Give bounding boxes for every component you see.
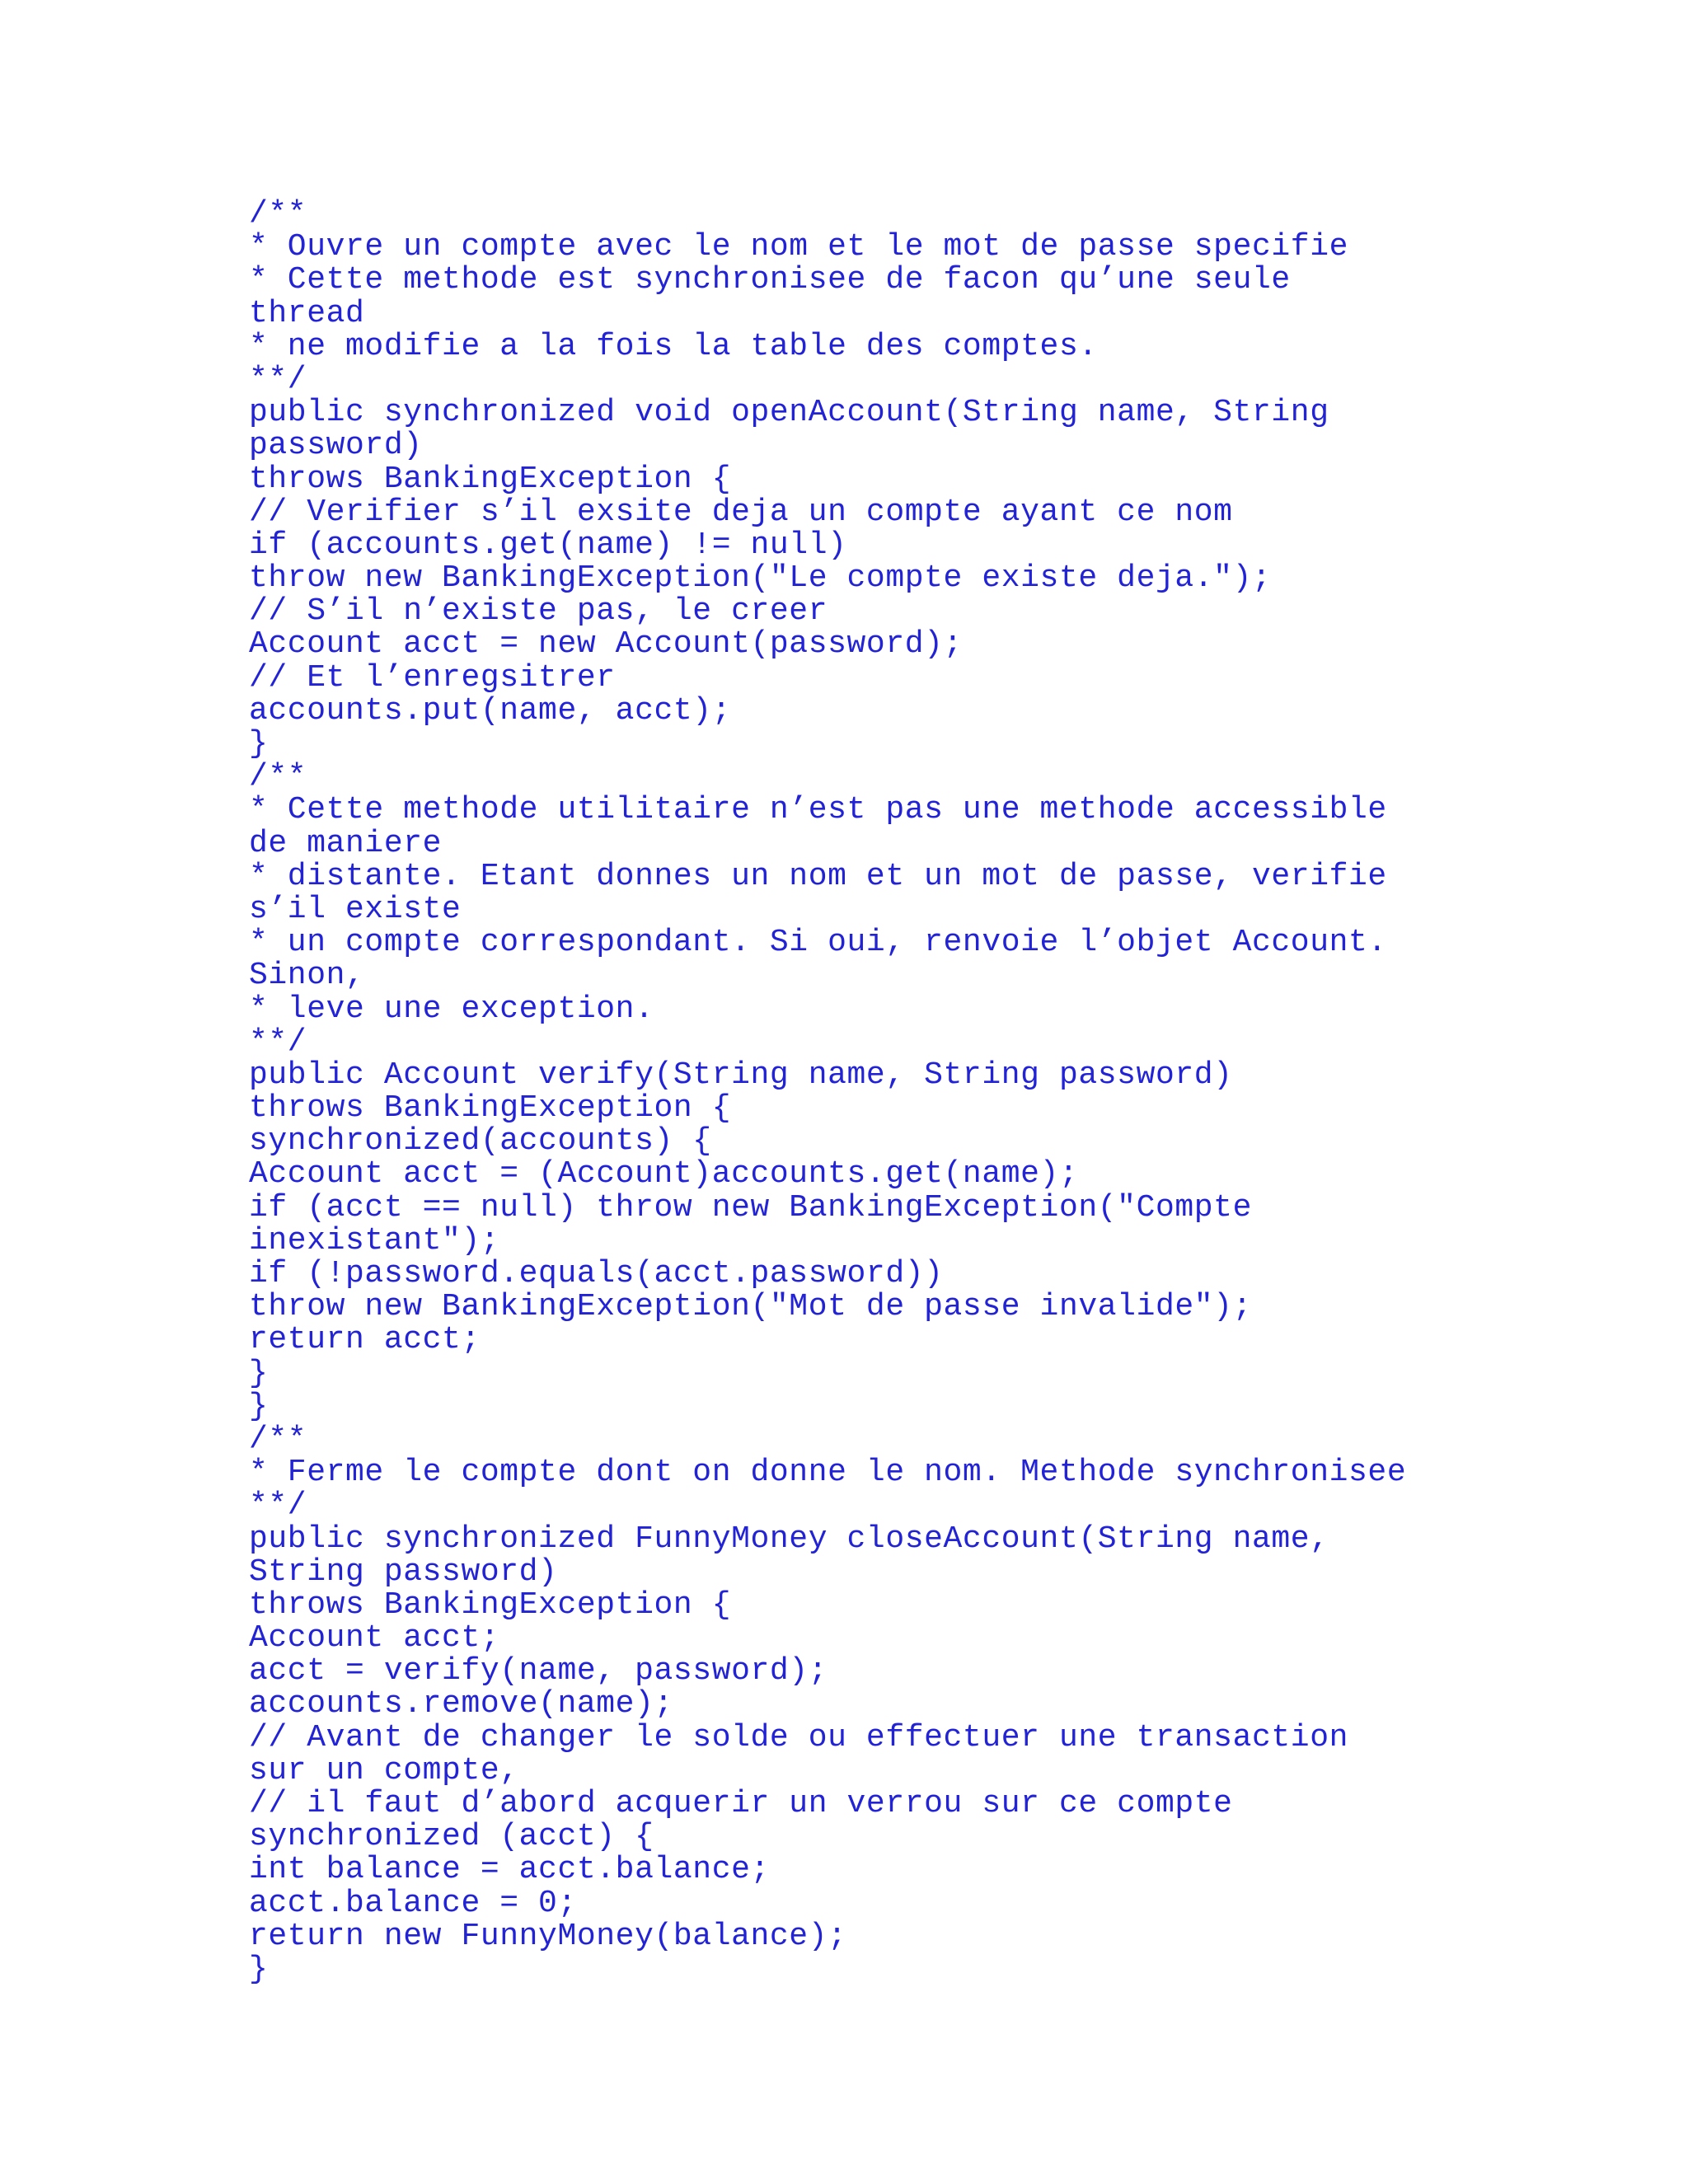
code-line: synchronized (acct) { <box>249 1819 654 1855</box>
code-line: throws BankingException { <box>249 1586 732 1623</box>
code-line: * Cette methode utilitaire n’est pas une methode accessible <box>249 792 1387 828</box>
code-line: acct.balance = 0; <box>249 1885 577 1921</box>
code-line: * distante. Etant donnes un nom et un mot de passe, verifie <box>249 858 1387 894</box>
code-line: * ne modifie a la fois la table des comptes. <box>249 328 1098 364</box>
code-line: } <box>249 726 269 762</box>
code-line: } <box>249 1355 269 1391</box>
code-line: thread <box>249 295 365 331</box>
code-line: public synchronized FunnyMoney closeAccount(String name, <box>249 1521 1329 1557</box>
code-line: * Ferme le compte dont on donne le nom. Methode synchronisee <box>249 1455 1407 1491</box>
code-line: return acct; <box>249 1322 481 1358</box>
code-line: accounts.remove(name); <box>249 1686 673 1722</box>
code-line: int balance = acct.balance; <box>249 1852 770 1888</box>
code-line: throws BankingException { <box>249 461 732 497</box>
code-line: * Ouvre un compte avec le nom et le mot de passe specifie <box>249 229 1349 265</box>
code-line: public synchronized void openAccount(String name, String <box>249 395 1329 431</box>
code-line: // S’il n’existe pas, le creer <box>249 593 828 630</box>
code-line: throw new BankingException("Mot de passe invalide"); <box>249 1289 1252 1325</box>
code-line: acct = verify(name, password); <box>249 1653 828 1690</box>
code-line: /** <box>249 196 307 232</box>
code-line: throw new BankingException("Le compte existe deja."); <box>249 560 1272 597</box>
code-line: Account acct = (Account)accounts.get(name); <box>249 1156 1079 1193</box>
code-line: return new FunnyMoney(balance); <box>249 1918 847 1954</box>
code-listing <box>249 198 1650 1986</box>
code-line: * Cette methode est synchronisee de facon qu’une seule <box>249 262 1291 298</box>
code-line: /** <box>249 759 307 795</box>
code-line: public Account verify(String name, String password) <box>249 1057 1233 1093</box>
code-line: // il faut d’abord acquerir un verrou sur ce compte <box>249 1786 1233 1821</box>
code-line: * un compte correspondant. Si oui, renvoie l’objet Account. <box>249 925 1387 961</box>
code-line: **/ <box>249 1488 307 1524</box>
code-line: password) <box>249 428 423 464</box>
code-line: // Verifier s’il exsite deja un compte ayant ce nom <box>249 494 1233 530</box>
code-line: de maniere <box>249 825 443 861</box>
code-line: * leve une exception. <box>249 991 654 1027</box>
code-line: if (!password.equals(acct.password)) <box>249 1256 944 1291</box>
code-line: } <box>249 1951 269 1987</box>
code-line: Sinon, <box>249 958 365 994</box>
code-line: // Et l’enregsitrer <box>249 659 616 696</box>
code-line: Account acct; <box>249 1620 500 1657</box>
code-line: sur un compte, <box>249 1752 519 1788</box>
code-line: inexistant"); <box>249 1222 500 1258</box>
code-line: /** <box>249 1421 307 1457</box>
code-line: **/ <box>249 1024 307 1060</box>
code-line: throws BankingException { <box>249 1090 732 1127</box>
code-line: // Avant de changer le solde ou effectuer une transaction <box>249 1719 1349 1755</box>
code-line: if (accounts.get(name) != null) <box>249 527 847 563</box>
code-line: if (acct == null) throw new BankingException("Compte <box>249 1189 1252 1226</box>
code-line: **/ <box>249 361 307 397</box>
code-line: accounts.put(name, acct); <box>249 692 732 729</box>
code-line: String password) <box>249 1554 558 1590</box>
code-line: Account acct = new Account(password); <box>249 626 963 663</box>
code-line: s’il existe <box>249 891 462 927</box>
code-line: synchronized(accounts) { <box>249 1123 712 1160</box>
code-line: } <box>249 1388 269 1424</box>
